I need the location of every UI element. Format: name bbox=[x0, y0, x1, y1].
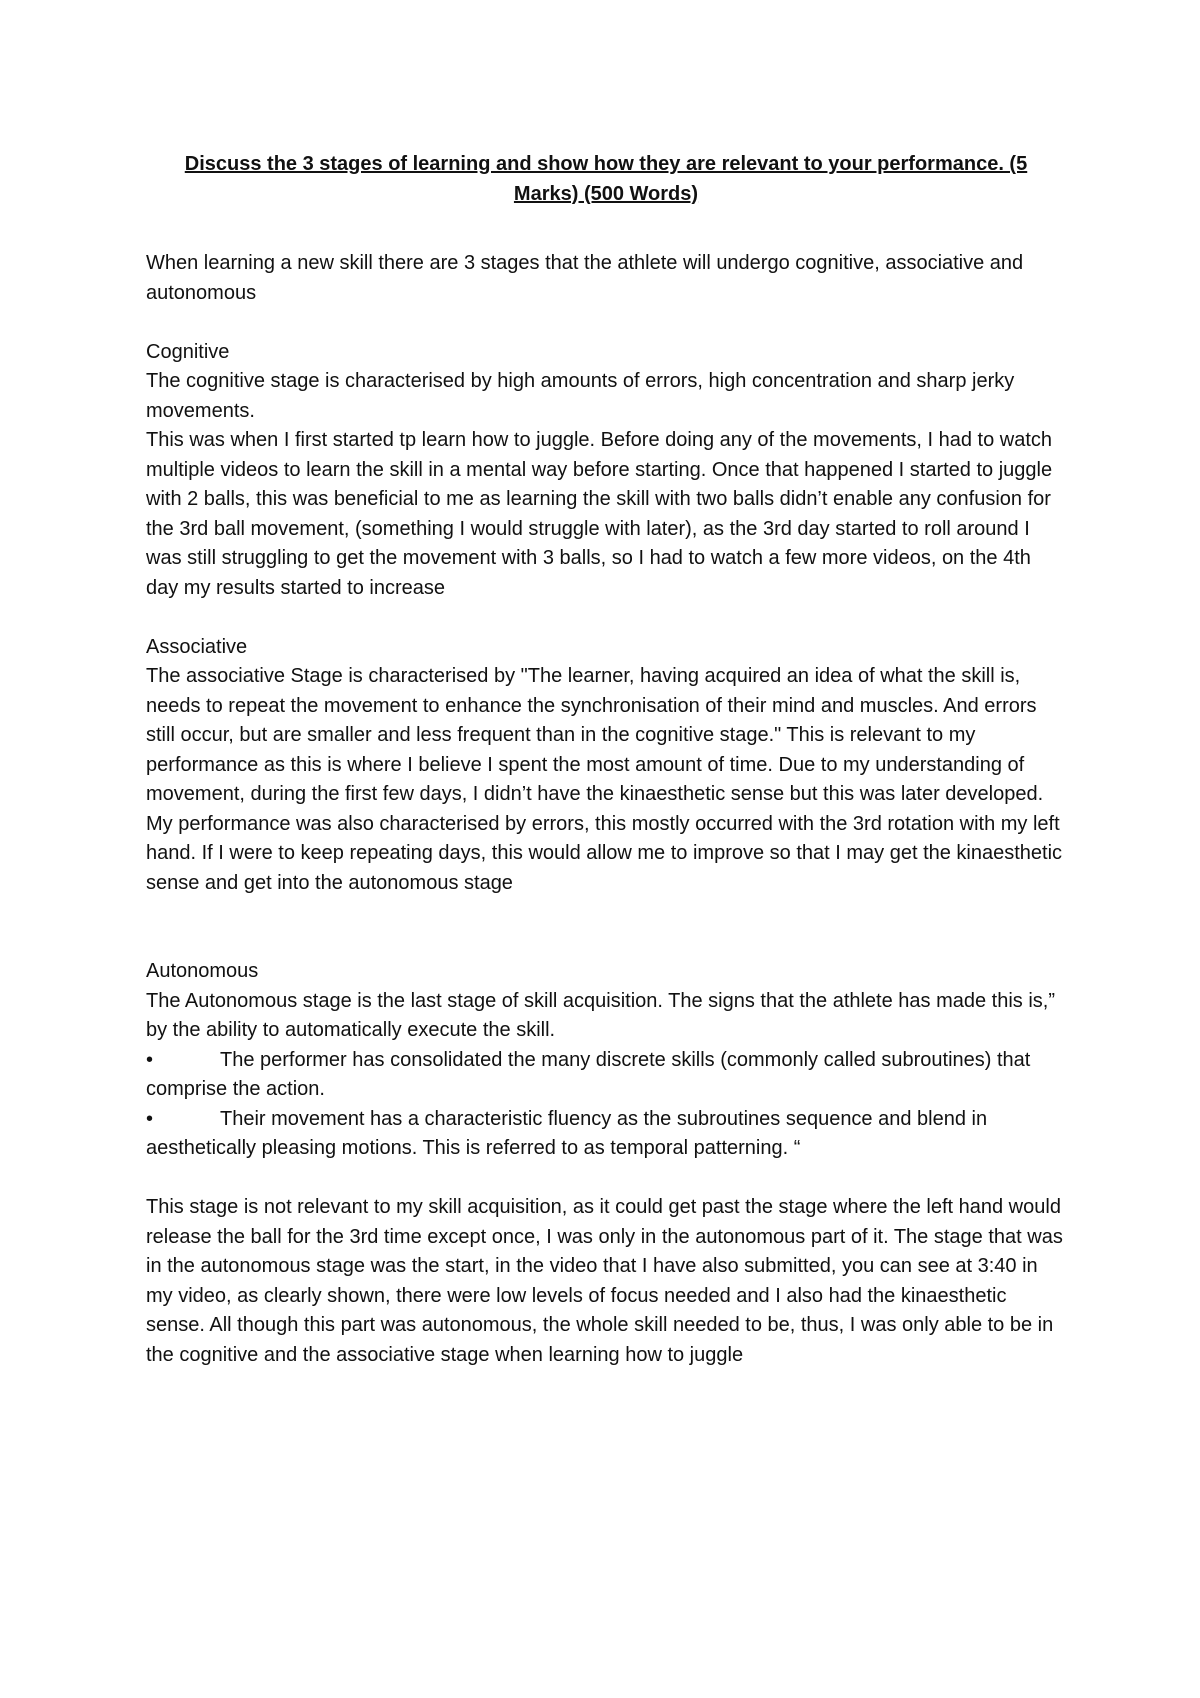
document-title: Discuss the 3 stages of learning and show how they are relevant to your performance. (5 Marks) (500 Words) bbox=[184, 153, 1028, 205]
bullet-item bbox=[146, 1105, 1066, 1164]
bullet-text: The performer has consolidated the many discrete skills (commonly called subroutines) that comprise the action. bbox=[146, 1048, 1031, 1100]
section-heading-cognitive: Cognitive bbox=[146, 340, 230, 363]
section-heading-associative: Associative bbox=[146, 635, 248, 658]
bullet-mark: • bbox=[146, 1107, 154, 1130]
associative-paragraph: The associative Stage is characterised by "The learner, having acquired an idea of what the skill is, needs to repeat the movement to enhance the synchronisation of their mind and muscles. And errors still occur, but are smaller and less frequent than in the cognitive stage." This is relevant to my performance as this is where I believe I spent the most amount of time. Due to my understanding of movement, during the first few days, I didn’t have the kinaesthetic sense but this was later developed. My performance was also characterised by errors, this mostly occurred with the 3rd rotation with my left hand. If I were to keep repeating days, this would allow me to improve so that I may get the kinaesthetic sense and get into the autonomous stage bbox=[146, 665, 1063, 894]
autonomous-definition: The Autonomous stage is the last stage of skill acquisition. The signs that the athlete has made this is,” by the ability to automatically execute the skill. bbox=[146, 989, 1056, 1041]
cognitive-experience: This was when I first started tp learn how to juggle. Before doing any of the movements, I had to watch multiple videos to learn the skill in a mental way before starting. Once that happened I started to juggle with 2 balls, this was beneficial to me as learning the skill with two balls didn’t enable any confusion for the 3rd ball movement, (something I would struggle with later), as the 3rd day started to roll around I was still struggling to get the movement with 3 balls, so I had to watch a few more videos, on the 4th day my results started to increase bbox=[146, 429, 1053, 599]
bullet-text: Their movement has a characteristic fluency as the subroutines sequence and blend in aesthetically pleasing motions. This is referred to as temporal patterning. “ bbox=[146, 1107, 988, 1159]
bullet-mark: • bbox=[146, 1048, 154, 1071]
autonomous-closing-paragraph: This stage is not relevant to my skill acquisition, as it could get past the stage where the left hand would release the ball for the 3rd time except once, I was only in the autonomous part of it. The stage that was in the autonomous stage was the start, in the video that I have also submitted, you can see at 3:40 in my video, as clearly shown, there were low levels of focus needed and I also had the kinaesthetic sense. All though this part was autonomous, the whole skill needed to be, thus, I was only able to be in the cognitive and the associative stage when learning how to juggle bbox=[146, 1196, 1063, 1366]
bullet-item bbox=[146, 1046, 1066, 1105]
document-page bbox=[146, 150, 1066, 1370]
cognitive-definition: The cognitive stage is characterised by high amounts of errors, high concentration and sharp jerky movements. bbox=[146, 370, 1015, 422]
intro-paragraph: When learning a new skill there are 3 stages that the athlete will undergo cognitive, associative and autonomous bbox=[146, 252, 1024, 304]
section-heading-autonomous: Autonomous bbox=[146, 960, 259, 982]
